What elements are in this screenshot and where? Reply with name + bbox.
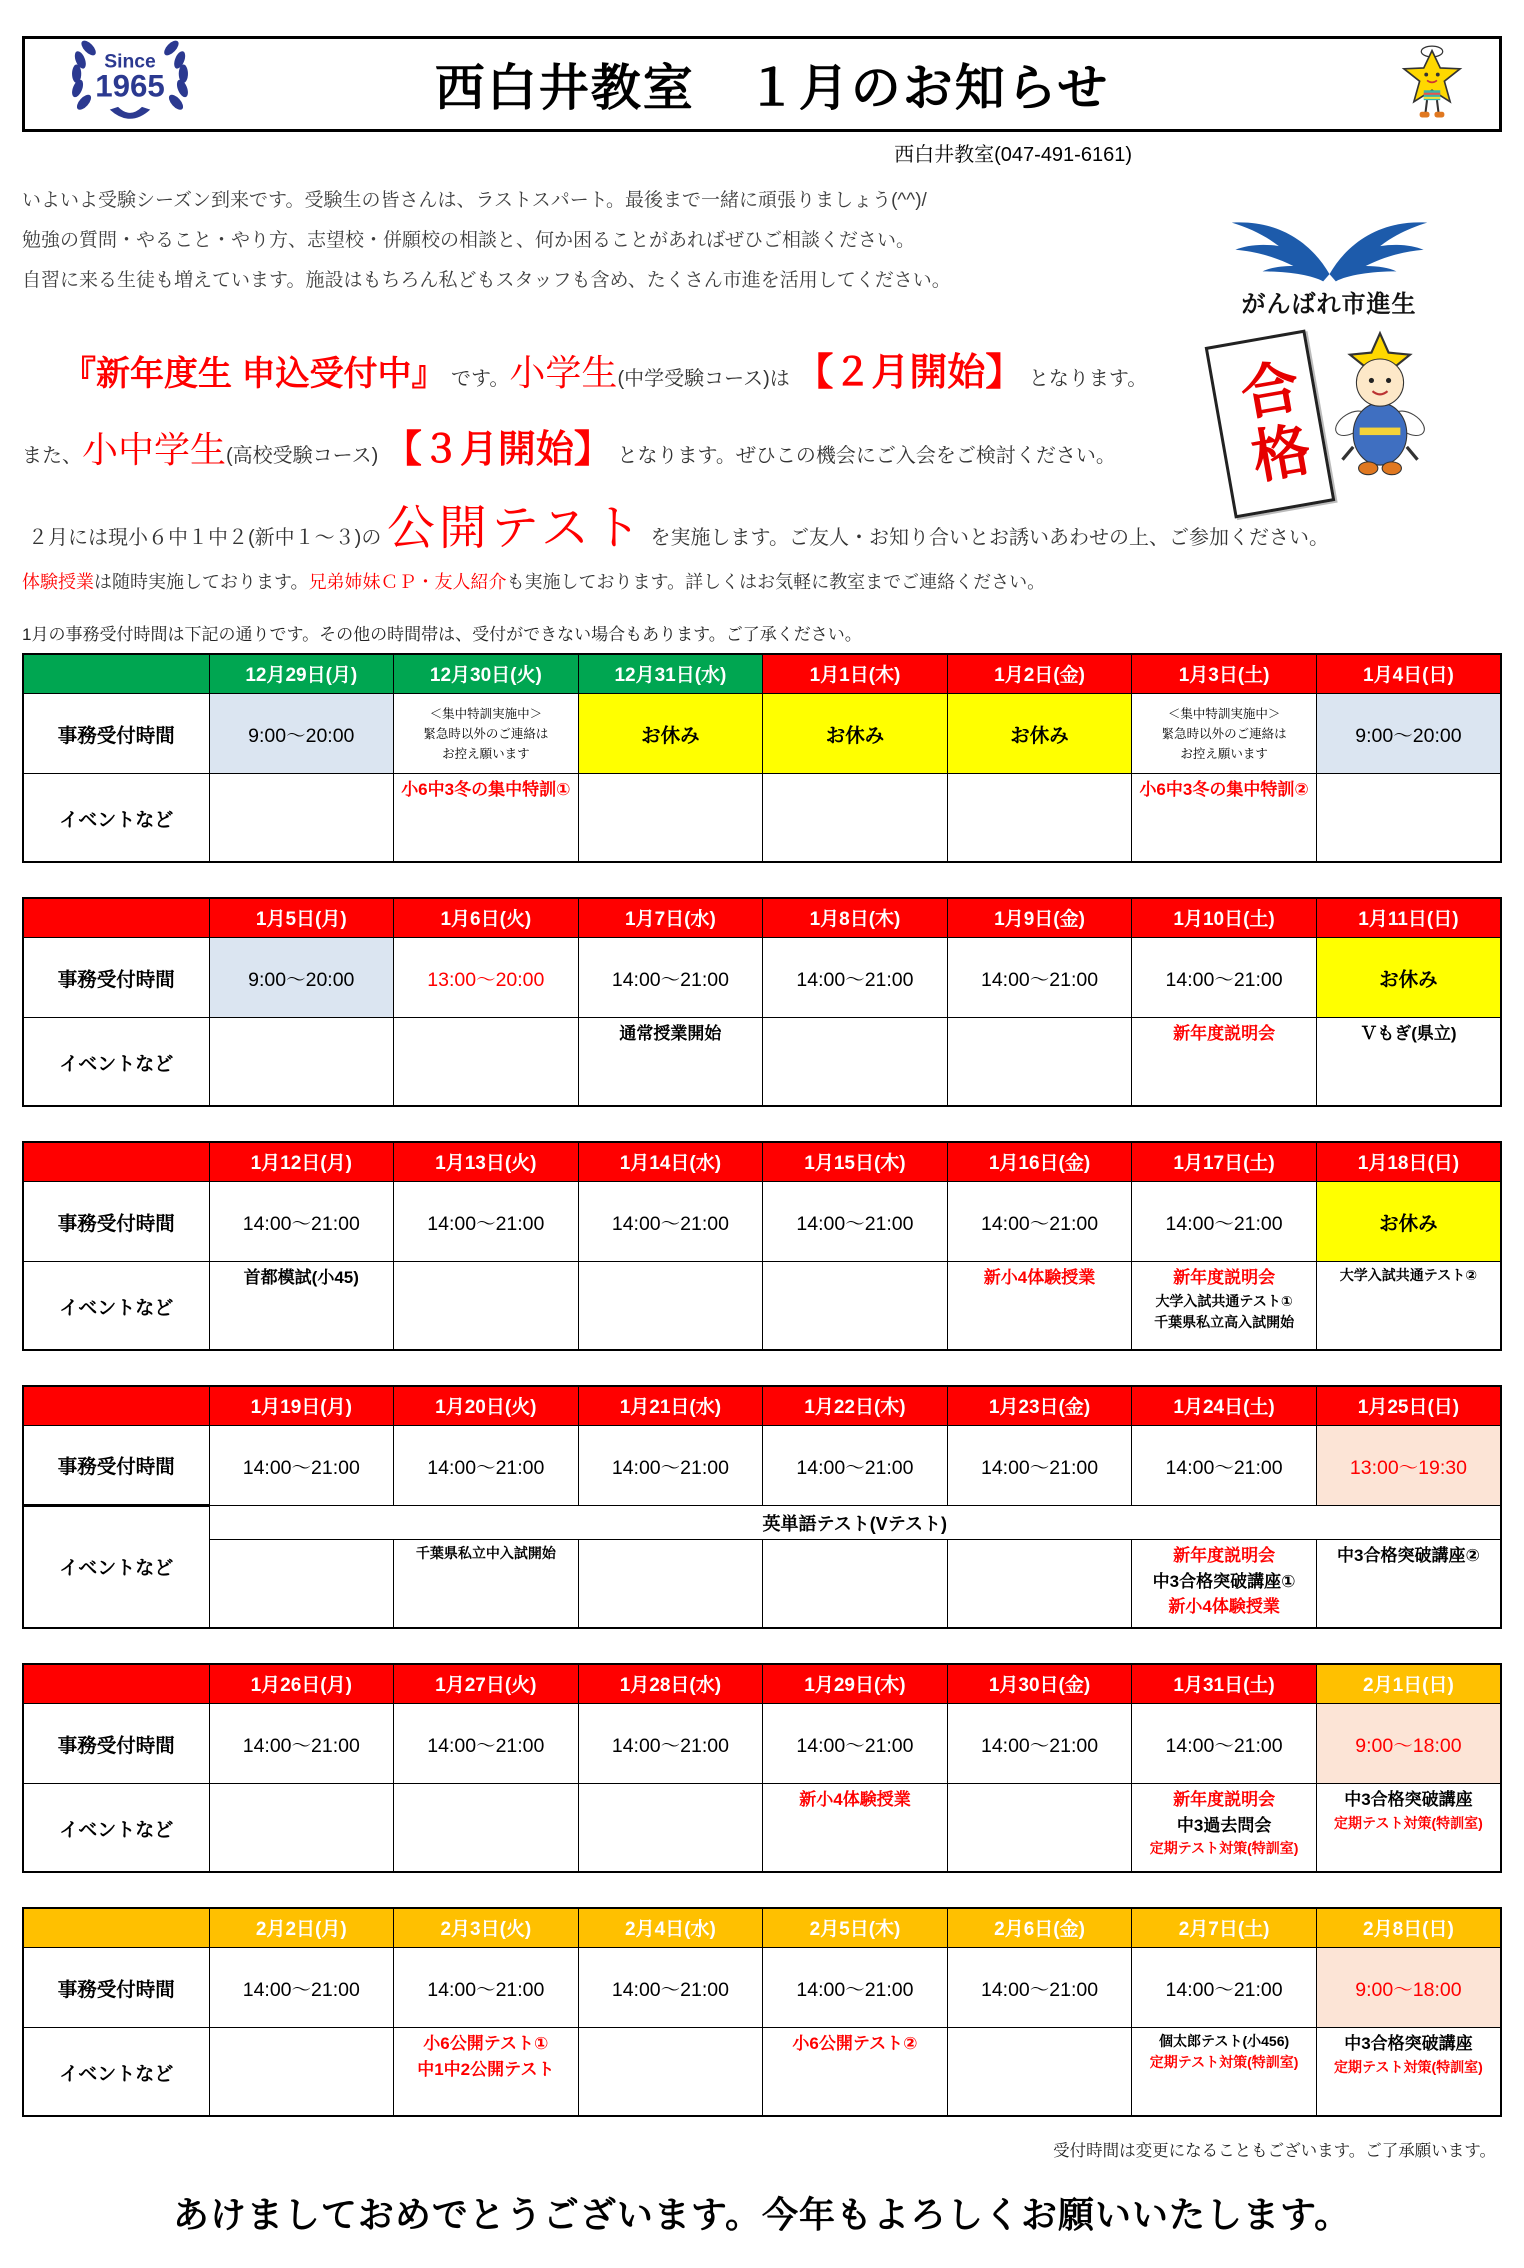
hours-cell: お休み: [1316, 938, 1501, 1018]
date-header-cell: 1月2日(金): [947, 654, 1132, 694]
date-header-row: [23, 654, 1501, 694]
announcement-line-1: [22, 341, 1272, 396]
date-header-cell: 12月29日(月): [209, 654, 394, 694]
events-row-label: イベントなど: [23, 1784, 209, 1872]
event-item: 千葉県私立高入試開始: [1154, 1313, 1295, 1330]
event-item: 新年度説明会: [1173, 1546, 1276, 1566]
events-cell: [209, 1018, 394, 1106]
events-cell: [578, 1784, 763, 1872]
event-item: 新年度説明会: [1173, 1024, 1276, 1044]
date-header-row: [23, 1908, 1501, 1948]
announcement-text: も実施しております。詳しくはお気軽に教室までご連絡ください。: [506, 571, 1046, 592]
office-hours-row: [23, 1704, 1501, 1784]
date-header-cell: 1月20日(火): [394, 1386, 579, 1426]
hours-cell: 14:00～21:00: [578, 1704, 763, 1784]
date-header-cell: 1月24日(土): [1132, 1386, 1317, 1426]
events-cell: [763, 1018, 948, 1106]
announcement-text: ２月には現小６中１中２(新中１～３)の: [28, 526, 387, 549]
hours-note-line: 緊急時以外のご連絡は: [1161, 726, 1287, 741]
office-hours-row: [23, 1426, 1501, 1506]
events-cell: [209, 2028, 394, 2116]
date-header-cell: 1月6日(火): [394, 898, 579, 938]
table-corner: [23, 1664, 209, 1704]
events-cell: [1132, 1018, 1317, 1106]
intro-line-3: 自習に来る生徒も増えています。施設はもちろん私どもスタッフも含め、たくさん市進を活用してください。: [22, 269, 951, 291]
event-item: 中3合格突破講座①: [1152, 1571, 1296, 1591]
event-item: 新年度説明会: [1173, 1790, 1276, 1810]
events-row: [23, 1784, 1501, 1872]
event-item: 千葉県私立中入試開始: [415, 1545, 556, 1562]
open-test-label: 公開テスト: [386, 501, 645, 555]
date-header-cell: 1月13日(火): [394, 1142, 579, 1182]
date-header-cell: 12月31日(水): [578, 654, 763, 694]
banner-row: [23, 1506, 1501, 1540]
events-row: [23, 1540, 1501, 1628]
events-cell: [1132, 2028, 1317, 2116]
intro-paragraph: [22, 181, 1162, 301]
events-cell: [763, 1540, 948, 1628]
announcement: [22, 341, 1329, 594]
hours-note-line: お控え願います: [442, 746, 530, 761]
ichishin-wings-icon: [1217, 209, 1442, 285]
hours-row-label: 事務受付時間: [23, 1426, 209, 1506]
event-item: 新小4体験授業: [799, 1790, 911, 1810]
date-header-cell: 2月5日(木): [763, 1908, 948, 1948]
intro-line-1: いよいよ受験シーズン到来です。受験生の皆さんは、ラストスパート。最後まで一緒に頑張りましょう(^^)/: [22, 190, 927, 211]
table-corner: [23, 1386, 209, 1426]
schedule-table-5: [22, 1663, 1502, 1873]
goukaku-group: [1164, 329, 1494, 511]
event-item: 小6公開テスト①: [423, 2034, 549, 2054]
hours-cell: 9:00～18:00: [1316, 1704, 1501, 1784]
events-cell: [1132, 1540, 1317, 1628]
bee-mascot-icon: [1321, 329, 1439, 479]
announcement-text: となります。: [1023, 367, 1148, 390]
hours-note-line: 緊急時以外のご連絡は: [423, 726, 549, 741]
hours-cell: 14:00～21:00: [947, 1426, 1132, 1506]
date-header-cell: 2月4日(水): [578, 1908, 763, 1948]
star-mascot-icon: [1399, 40, 1465, 129]
events-cell: [947, 1018, 1132, 1106]
laurel-badge-icon: [55, 36, 205, 128]
hours-cell: 13:00～19:30: [1316, 1426, 1501, 1506]
events-cell: [1316, 1540, 1501, 1628]
table-corner: [23, 1908, 209, 1948]
date-header-cell: 1月29日(木): [763, 1664, 948, 1704]
page-title: 西白井教室 １月のお知らせ: [434, 60, 1110, 116]
hours-cell: 14:00～21:00: [394, 1704, 579, 1784]
hours-note-line: お控え願います: [1180, 746, 1268, 761]
hours-cell: 14:00～21:00: [209, 1704, 394, 1784]
event-item: 新年度説明会: [1173, 1268, 1276, 1288]
events-row-label: イベントなど: [23, 1018, 209, 1106]
announcement-text: また、: [22, 444, 82, 467]
events-cell: [394, 1784, 579, 1872]
date-header-cell: 1月17日(土): [1132, 1142, 1317, 1182]
events-row: [23, 1018, 1501, 1106]
announcement-line-4: [22, 568, 1272, 594]
event-item: 個太郎テスト(小456): [1159, 2033, 1290, 2050]
events-cell: [1316, 1784, 1501, 1872]
event-item: 新小4体験授業: [1168, 1597, 1280, 1617]
date-header-cell: 1月26日(月): [209, 1664, 394, 1704]
hours-cell: 14:00～21:00: [947, 1704, 1132, 1784]
goukaku-card: [1205, 329, 1336, 518]
hours-cell: 14:00～21:00: [209, 1182, 394, 1262]
hours-cell: 14:00～21:00: [763, 1948, 948, 2028]
events-cell: [1316, 1018, 1501, 1106]
hours-cell: 14:00～21:00: [947, 1948, 1132, 2028]
events-cell: [947, 1262, 1132, 1350]
new-year-enrollment-headline: 『新年度生 申込受付中』: [62, 354, 446, 393]
events-cell: [1316, 774, 1501, 862]
hours-cell: 14:00～21:00: [578, 1182, 763, 1262]
date-header-row: [23, 1386, 1501, 1426]
date-header-cell: 12月30日(火): [394, 654, 579, 694]
event-item: 定期テスト対策(特訓室): [1149, 2054, 1299, 2071]
announcement-text: です。: [445, 367, 510, 390]
hours-cell: 9:00～20:00: [209, 938, 394, 1018]
date-header-cell: 2月1日(日): [1316, 1664, 1501, 1704]
hours-cell: 14:00～21:00: [578, 938, 763, 1018]
hours-cell: 14:00～21:00: [394, 1426, 579, 1506]
events-cell: [578, 1540, 763, 1628]
hours-cell: [1132, 694, 1317, 774]
hours-cell: 13:00～20:00: [394, 938, 579, 1018]
event-item: 中3過去問会: [1176, 1815, 1272, 1835]
mascot-column: [1164, 209, 1494, 511]
office-hours-row: [23, 1182, 1501, 1262]
date-header-cell: 1月16日(金): [947, 1142, 1132, 1182]
date-header-cell: 1月14日(水): [578, 1142, 763, 1182]
event-item: 定期テスト対策(特訓室): [1149, 1840, 1299, 1857]
trial-lesson-label: 体験授業: [22, 571, 94, 592]
announcement-text: (中学受験コース)は: [617, 367, 796, 390]
event-item: 中1中2公開テスト: [417, 2059, 555, 2079]
event-item: 中3合格突破講座②: [1337, 1546, 1480, 1566]
date-header-cell: 1月22日(木): [763, 1386, 948, 1426]
date-header-cell: 1月15日(木): [763, 1142, 948, 1182]
hours-cell: 14:00～21:00: [578, 1426, 763, 1506]
date-header-cell: 1月9日(金): [947, 898, 1132, 938]
event-item: 中3合格突破講座: [1344, 1790, 1473, 1810]
date-header-cell: 1月31日(土): [1132, 1664, 1317, 1704]
hours-cell: 14:00～21:00: [1132, 1182, 1317, 1262]
events-cell: [209, 1784, 394, 1872]
date-header-cell: 1月18日(日): [1316, 1142, 1501, 1182]
footer-note: 受付時間は変更になることもございます。ご了承願います。: [1053, 2141, 1496, 2160]
date-header-row: [23, 1142, 1501, 1182]
since-1965-badge: [55, 36, 205, 133]
hours-cell: 14:00～21:00: [578, 1948, 763, 2028]
hours-cell: 14:00～21:00: [947, 938, 1132, 1018]
sibling-referral-label: 兄弟姉妹ＣＰ・友人紹介: [308, 571, 507, 592]
events-cell: [394, 774, 579, 862]
hours-cell: 9:00～20:00: [1316, 694, 1501, 774]
event-item: 通常授業開始: [619, 1024, 722, 1044]
events-cell: [1132, 774, 1317, 862]
hours-cell: 14:00～21:00: [394, 1182, 579, 1262]
events-row-label: イベントなど: [23, 1262, 209, 1350]
events-row: [23, 1262, 1501, 1350]
schedule-table-2: [22, 897, 1502, 1107]
date-header-cell: 2月3日(火): [394, 1908, 579, 1948]
event-item: 定期テスト対策(特訓室): [1334, 1814, 1483, 1831]
date-header-cell: 2月7日(土): [1132, 1908, 1317, 1948]
event-item: 大学入試共通テスト②: [1339, 1267, 1478, 1284]
events-row-label: イベントなど: [23, 2028, 209, 2116]
events-cell: [394, 1018, 579, 1106]
schedule-table-3: [22, 1141, 1502, 1351]
events-cell: [394, 2028, 579, 2116]
office-hours-row: [23, 938, 1501, 1018]
date-header-cell: 1月23日(金): [947, 1386, 1132, 1426]
logo-since-text: Since: [104, 50, 156, 72]
vtest-banner-cell: 英単語テスト(Vテスト): [209, 1506, 1501, 1540]
event-item: Ｖもぎ(県立): [1360, 1024, 1457, 1044]
announcement-text: を実施します。ご友人・お知り合いとお誘いあわせの上、ご参加ください。: [644, 526, 1329, 549]
announcement-text: となります。ぜひこの機会にご入会をご検討ください。: [611, 444, 1116, 467]
date-header-cell: 1月4日(日): [1316, 654, 1501, 694]
header-box: [22, 36, 1502, 132]
events-cell: [394, 1262, 579, 1350]
events-cell: [578, 1262, 763, 1350]
event-item: 小6公開テスト②: [792, 2034, 918, 2054]
hours-cell: 14:00～21:00: [763, 1426, 948, 1506]
events-cell: [1132, 1784, 1317, 1872]
office-hours-row: [23, 694, 1501, 774]
event-item: 定期テスト対策(特訓室): [1334, 2058, 1483, 2075]
hours-cell: 9:00～20:00: [209, 694, 394, 774]
announcement-line-3: [22, 489, 1329, 558]
hours-cell: 14:00～21:00: [209, 1948, 394, 2028]
top-zone: [22, 181, 1502, 594]
events-cell: [947, 774, 1132, 862]
date-header-cell: 1月30日(金): [947, 1664, 1132, 1704]
goukaku-text: 合格: [1227, 355, 1314, 493]
date-header-cell: 1月21日(水): [578, 1386, 763, 1426]
event-item: 小6中3冬の集中特訓①: [401, 780, 571, 800]
events-cell: [763, 774, 948, 862]
hours-cell: 14:00～21:00: [394, 1948, 579, 2028]
events-cell: [1316, 1262, 1501, 1350]
date-header-cell: 2月2日(月): [209, 1908, 394, 1948]
date-header-cell: 1月10日(土): [1132, 898, 1317, 938]
hours-cell: 14:00～21:00: [763, 1182, 948, 1262]
hours-note-line: ＜集中特訓実施中＞: [429, 706, 543, 721]
date-header-cell: 1月3日(土): [1132, 654, 1317, 694]
new-year-greeting: あけましておめでとうございます。今年もよろしくお願いいたします。: [172, 2193, 1352, 2235]
date-header-cell: 2月8日(日): [1316, 1908, 1501, 1948]
events-cell: [209, 1540, 394, 1628]
hours-note-line: ＜集中特訓実施中＞: [1167, 706, 1281, 721]
elem-junior-label: 小中学生: [82, 428, 227, 470]
announcement-text: は随時実施しております。: [94, 571, 309, 592]
events-cell: [578, 774, 763, 862]
hours-cell: [394, 694, 579, 774]
hours-row-label: 事務受付時間: [23, 694, 209, 774]
events-cell: [1316, 2028, 1501, 2116]
elementary-label: 小学生: [509, 351, 618, 393]
date-header-cell: 1月19日(月): [209, 1386, 394, 1426]
date-header-cell: 2月6日(金): [947, 1908, 1132, 1948]
hours-cell: 14:00～21:00: [1132, 1704, 1317, 1784]
hours-row-label: 事務受付時間: [23, 1182, 209, 1262]
hours-cell: 14:00～21:00: [1132, 938, 1317, 1018]
date-header-cell: 1月11日(日): [1316, 898, 1501, 938]
event-item: 中3合格突破講座: [1344, 2034, 1473, 2054]
date-header-cell: 1月7日(水): [578, 898, 763, 938]
event-item: 小6中3冬の集中特訓②: [1139, 780, 1309, 800]
mar-start-label: 【３月開始】: [383, 428, 612, 471]
events-cell: [578, 1018, 763, 1106]
feb-start-label: 【２月開始】: [795, 351, 1024, 394]
date-header-cell: 1月27日(火): [394, 1664, 579, 1704]
announcement-text: (高校受験コース): [226, 444, 384, 467]
events-cell: [394, 1540, 579, 1628]
events-cell: [763, 1262, 948, 1350]
event-item: 首都模試(小45): [243, 1268, 359, 1288]
hours-cell: 14:00～21:00: [763, 938, 948, 1018]
hours-cell: 14:00～21:00: [1132, 1426, 1317, 1506]
date-header-cell: 1月12日(月): [209, 1142, 394, 1182]
schedule-tables: [22, 653, 1502, 2117]
date-header-cell: 1月25日(日): [1316, 1386, 1501, 1426]
event-item: 新小4体験授業: [983, 1268, 1096, 1288]
events-cell: [947, 2028, 1132, 2116]
hours-cell: 14:00～21:00: [763, 1704, 948, 1784]
table-corner: [23, 898, 209, 938]
ganbare-ichishinsei-label: がんばれ市進生: [1241, 291, 1417, 318]
hours-cell: お休み: [763, 694, 948, 774]
hours-cell: 14:00～21:00: [209, 1426, 394, 1506]
intro-line-2: 勉強の質問・やること・やり方、志望校・併願校の相談と、何か困ることがあればぜひご相談ください。: [22, 229, 916, 251]
events-cell: [209, 774, 394, 862]
schedule-note: 1月の事務受付時間は下記の通りです。その他の時間帯は、受付ができない場合もあります。ご了承ください。: [22, 624, 862, 644]
events-row-label: イベントなど: [23, 774, 209, 862]
office-hours-row: [23, 1948, 1501, 2028]
event-item: 大学入試共通テスト①: [1155, 1292, 1293, 1309]
date-header-cell: 1月28日(水): [578, 1664, 763, 1704]
schedule-table-1: [22, 653, 1502, 863]
date-header-cell: 1月8日(木): [763, 898, 948, 938]
events-cell: [947, 1784, 1132, 1872]
hours-row-label: 事務受付時間: [23, 1948, 209, 2028]
hours-cell: お休み: [947, 694, 1132, 774]
events-row: [23, 2028, 1501, 2116]
events-cell: [947, 1540, 1132, 1628]
date-header-row: [23, 1664, 1501, 1704]
date-header-row: [23, 898, 1501, 938]
events-row: [23, 774, 1501, 862]
hours-cell: 14:00～21:00: [947, 1182, 1132, 1262]
events-cell: [209, 1262, 394, 1350]
events-cell: [763, 1784, 948, 1872]
events-cell: [578, 2028, 763, 2116]
events-cell: [1132, 1262, 1317, 1350]
table-corner: [23, 654, 209, 694]
hours-cell: 14:00～21:00: [1132, 1948, 1317, 2028]
logo-year-text: 1965: [95, 68, 165, 104]
classroom-phone: 西白井教室(047-491-6161): [894, 144, 1132, 166]
date-header-cell: 1月5日(月): [209, 898, 394, 938]
hours-row-label: 事務受付時間: [23, 1704, 209, 1784]
events-cell: [763, 2028, 948, 2116]
hours-cell: お休み: [1316, 1182, 1501, 1262]
hours-cell: お休み: [578, 694, 763, 774]
announcement-line-2: [22, 418, 1272, 473]
schedule-table-6: [22, 1907, 1502, 2117]
hours-cell: 9:00～18:00: [1316, 1948, 1501, 2028]
date-header-cell: 1月1日(木): [763, 654, 948, 694]
hours-row-label: 事務受付時間: [23, 938, 209, 1018]
schedule-table-4: [22, 1385, 1502, 1629]
events-row-label: イベントなど: [23, 1506, 209, 1628]
table-corner: [23, 1142, 209, 1182]
